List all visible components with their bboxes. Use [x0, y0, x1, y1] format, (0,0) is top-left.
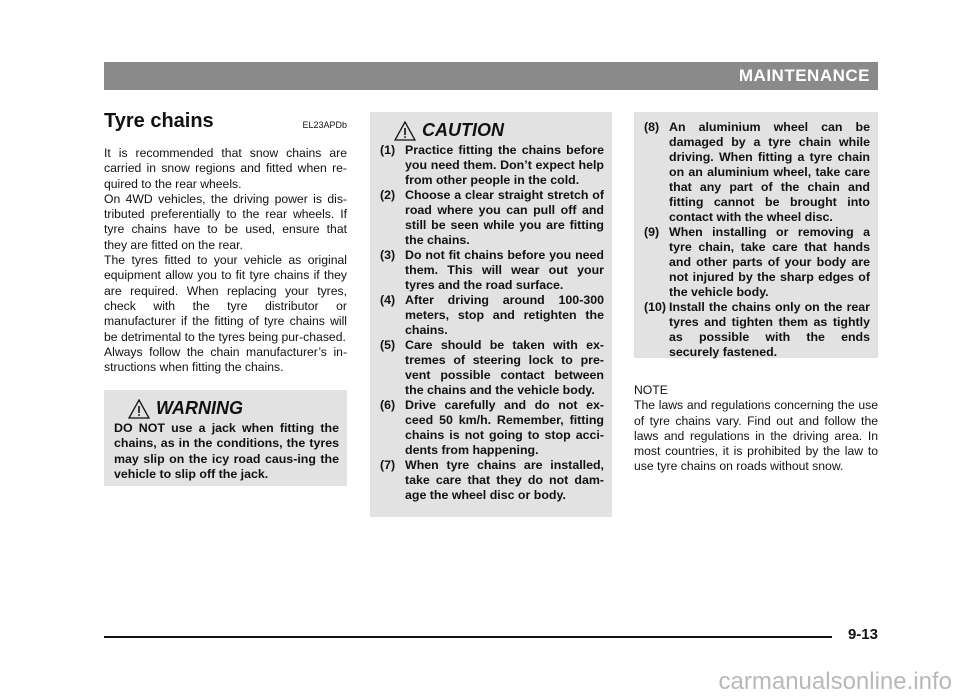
- footer-rule: [104, 636, 832, 638]
- item-number: (3): [380, 248, 396, 262]
- caution-header: [394, 120, 604, 141]
- caution-item: [380, 398, 604, 458]
- item-number: (1): [380, 143, 396, 157]
- warning-box: [104, 390, 347, 486]
- header-bar: [104, 62, 878, 90]
- warning-text: DO NOT use a jack when fitting the chains, as in the conditions, the tyres may slip on the icy road caus-ing the vehicle to slip off the jack.: [114, 421, 339, 481]
- item-number: (9): [644, 225, 660, 239]
- caution-continued-box: [634, 112, 878, 358]
- header-title: MAINTENANCE: [738, 66, 870, 85]
- caution-label: CAUTION: [422, 120, 504, 140]
- caution-item: [380, 143, 604, 188]
- warning-triangle-icon: [128, 399, 150, 419]
- paragraph: On 4WD vehicles, the driving power is dis-tributed preferentially to the rear wheels. If tyre chains have to be used, ensure that they are fitted on the rear.: [104, 191, 347, 252]
- item-text: Care should be taken with ex-tremes of steering lock to pre-vent possible contact between the chains and the vehicle body.: [405, 338, 604, 397]
- item-number: (8): [644, 120, 660, 134]
- item-number: (6): [380, 398, 396, 412]
- item-text: Practice fitting the chains before you need them. Don’t expect help from other people in the cold.: [405, 143, 604, 187]
- section-body: [104, 146, 347, 375]
- caution-triangle-icon: [394, 121, 416, 141]
- caution-item: [380, 458, 604, 503]
- paragraph: Always follow the chain manufacturer’s in-structions when fitting the chains.: [104, 344, 347, 375]
- item-text: Install the chains only on the rear tyres and tighten them as tightly as possible with the ends securely fastened.: [669, 300, 870, 359]
- item-text: Choose a clear straight stretch of road where you can pull off and still be seen while you are fitting the chains.: [405, 188, 604, 247]
- caution-item: [380, 293, 604, 338]
- note-block: [634, 383, 878, 475]
- watermark-text: carmanualsonline.info: [718, 668, 952, 695]
- caution-item: [380, 338, 604, 398]
- item-text: When installing or removing a tyre chain, take care that hands and other parts of your body are not injured by the sharp edges of the vehicle body.: [669, 225, 870, 299]
- page-number: 9-13: [847, 626, 878, 643]
- note-label: NOTE: [634, 383, 668, 397]
- item-number: (4): [380, 293, 396, 307]
- caution-item: [644, 300, 870, 360]
- left-column: [104, 110, 347, 375]
- caution-item: [380, 188, 604, 248]
- item-text: After driving around 100-300 meters, stop and retighten the chains.: [405, 293, 604, 337]
- item-text: An aluminium wheel can be damaged by a tyre chain while driving. When fitting a tyre chain on an aluminium wheel, take care that any part of the chain and fitting cannot be brought into contact with the wheel disc.: [669, 120, 870, 224]
- item-number: (5): [380, 338, 396, 352]
- warning-label: WARNING: [156, 398, 243, 418]
- caution-box: [370, 112, 612, 517]
- item-number: (2): [380, 188, 396, 202]
- warning-header: [128, 398, 339, 419]
- item-text: Do not fit chains before you need them. This will wear out your tyres and the road surface.: [405, 248, 604, 292]
- caution-item: [644, 120, 870, 225]
- item-text: When tyre chains are installed, take care that they do not dam-age the wheel disc or body.: [405, 458, 604, 502]
- paragraph: It is recommended that snow chains are carried in snow regions and fitted when re-quired to the rear wheels.: [104, 146, 347, 191]
- caution-item: [644, 225, 870, 300]
- item-number: (7): [380, 458, 396, 472]
- paragraph: The tyres fitted to your vehicle as original equipment allow you to fit tyre chains if they are required. When replacing your tyres, check with the tyre distributor or manufacturer if the fitting of tyre chains will be detrimental to the tyres being pur-chased.: [104, 253, 347, 344]
- section-code: EL23APDb: [302, 120, 347, 130]
- caution-item: [380, 248, 604, 293]
- item-number: (10): [644, 300, 667, 314]
- section-title: Tyre chains: [104, 110, 214, 132]
- item-text: Drive carefully and do not ex-ceed 50 km/h. Remember, fitting chains is not going to stop acci-dents from happening.: [405, 398, 604, 457]
- section-header: [104, 110, 347, 138]
- note-text: The laws and regulations concerning the use of tyre chains vary. Find out and follow the laws and regulations in the driving area. In most countries, it is prohibited by the law to use tyre chains on roads without snow.: [634, 398, 878, 474]
